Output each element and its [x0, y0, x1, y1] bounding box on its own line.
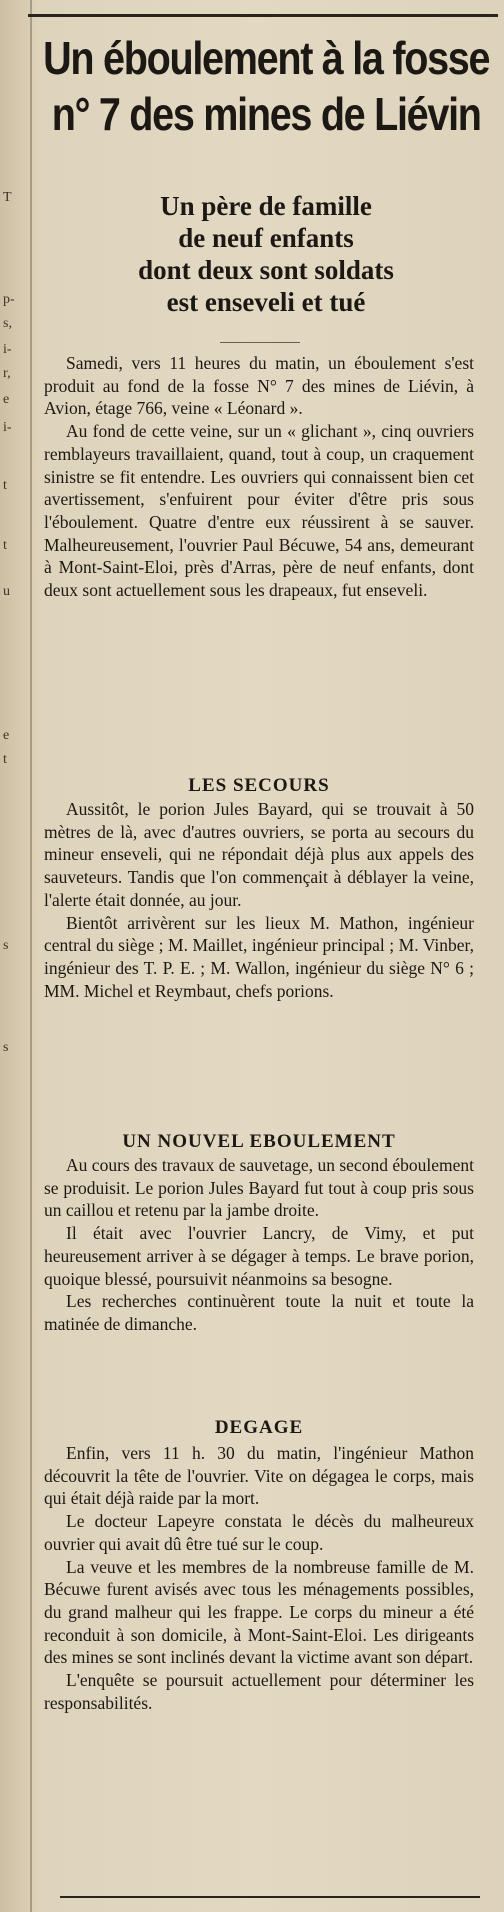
gutter-fragment: e: [3, 728, 10, 743]
gutter-fragment: p-: [3, 292, 15, 307]
degage-paragraph-2: Le docteur Lapeyre constata le décès du malheureux ouvrier qui avait dû être tué sur le coup.: [44, 1511, 474, 1554]
gutter-fragment: s,: [3, 316, 12, 331]
gutter-fragment: t: [3, 538, 7, 553]
section-heading-degage: DEGAGE: [214, 1417, 304, 1438]
subhead-line-4: est enseveli et tué: [166, 287, 366, 317]
degage-paragraph-4: L'enquête se poursuit actuellement pour déterminer les responsabilités.: [44, 1670, 474, 1713]
subhead-line-3: dont deux sont soldats: [138, 255, 394, 285]
degage-paragraph-1: Enfin, vers 11 h. 30 du matin, l'ingénieur Mathon découvrit la tête de l'ouvrier. Vite on dégagea le corps, mais qui était déjà raide par la mort.: [44, 1443, 474, 1509]
degage-paragraph-3: La veuve et les membres de la nombreuse famille de M. Bécuwe furent avisés avec tous les ménagements possibles, du grand malheur qui les frappe. Le corps du mineur a été reconduit à son domicile, à Mont-Saint-Eloi. Les dirigeants des mines se sont inclinés devant la victime avant son départ.: [44, 1556, 474, 1668]
subhead-line-2: de neuf enfants: [178, 223, 354, 253]
secours-paragraph-1: Aussitôt, le porion Jules Bayard, qui se trouvait à 50 mètres de là, avec d'autres ouvriers, se porta au secours du mineur enseveli, qui ne répondait déjà plus aux appels des sauveteurs. Tandis que l'on commençait à déblayer la veine, l'alerte était donnée, au jour.: [44, 799, 474, 910]
bottom-border-rule: [60, 1896, 480, 1898]
gutter-fragment: t: [3, 752, 7, 767]
intro-section: [44, 352, 474, 602]
gutter-fragment: i-: [3, 420, 12, 435]
gutter-fragment: r,: [3, 366, 11, 381]
degage-section: [44, 1442, 474, 1714]
nouvel-eboulement-section: [44, 1154, 474, 1336]
article-headline: [34, 30, 498, 142]
gutter-fragment: T: [3, 190, 12, 205]
intro-paragraph-2: Au fond de cette veine, sur un « glichant », cinq ouvriers remblayeurs travaillaient, quand, tout à coup, un craquement sinistre se fit entendre. Les ouvriers qui connaissent bien cet avertissement, s'enfuirent pour éviter d'être pris sous l'éboulement. Quatre d'entre eux réussirent à se sauver. Malheureusement, l'ouvrier Paul Bécuwe, 54 ans, demeurant à Mont-Saint-Eloi, près d'Arras, père de neuf enfants, dont deux sont actuellement sous les drapeaux, fut enseveli.: [44, 421, 474, 601]
headline-line-1: Un éboulement à la fosse: [43, 32, 490, 84]
gutter-fragment: s: [3, 938, 9, 953]
secours-section: [44, 798, 474, 1002]
headline-line-2: n° 7 des mines de Liévin: [51, 88, 481, 140]
article-subheadline: [40, 190, 492, 318]
separator-rule: [220, 342, 300, 343]
section-heading-nouvel-eboulement: UN NOUVEL EBOULEMENT: [122, 1131, 396, 1152]
subhead-line-1: Un père de famille: [160, 191, 372, 221]
section-heading-secours: LES SECOURS: [188, 775, 330, 796]
gutter-fragment: t: [3, 478, 7, 493]
gutter-fragment: e: [3, 392, 10, 407]
gutter-fragment: u: [3, 584, 10, 599]
top-border-rule: [28, 14, 498, 17]
nouvel-paragraph-3: Les recherches continuèrent toute la nuit et toute la matinée de dimanche.: [44, 1291, 474, 1334]
gutter-fragment: s: [3, 1040, 9, 1055]
adjacent-column-edge: [0, 0, 32, 1912]
intro-paragraph-1: Samedi, vers 11 heures du matin, un éboulement s'est produit au fond de la fosse N° 7 des mines de Liévin, à Avion, étage 766, veine « Léonard ».: [44, 353, 474, 419]
nouvel-paragraph-2: Il était avec l'ouvrier Lancry, de Vimy, et put heureusement arriver à se dégager à temps. Le brave porion, quoique blessé, poursuivit néanmoins sa besogne.: [44, 1223, 474, 1289]
gutter-fragment: i-: [3, 342, 12, 357]
nouvel-paragraph-1: Au cours des travaux de sauvetage, un second éboulement se produisit. Le porion Jules Bayard fut tout à coup pris sous un caillou et retenu par la jambe droite.: [44, 1155, 474, 1221]
secours-paragraph-2: Bientôt arrivèrent sur les lieux M. Mathon, ingénieur central du siège ; M. Maillet, ingénieur principal ; M. Vinber, ingénieur des T. P. E. ; M. Wallon, ingénieur du siège N° 6 ; MM. Michel et Reymbaut, chefs porions.: [44, 912, 474, 1001]
